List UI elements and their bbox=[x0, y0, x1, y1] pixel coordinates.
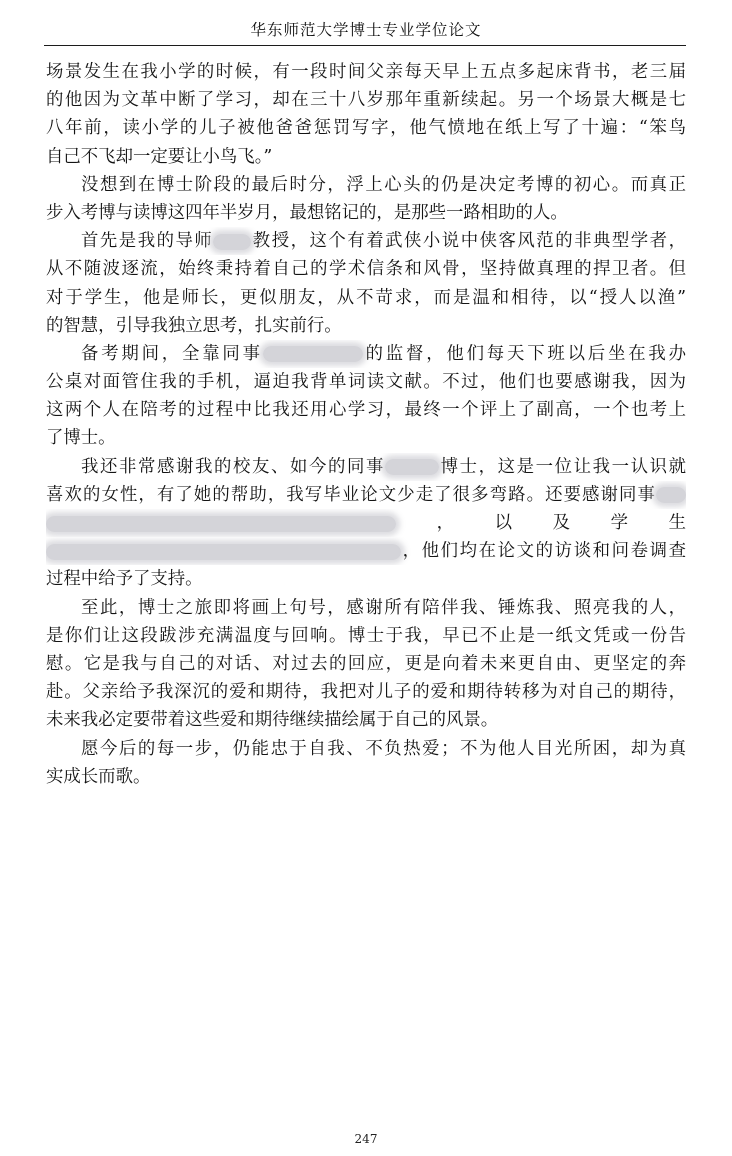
text-line: 至此，博士之旅即将画上句号，感谢所有陪伴我、锤炼我、照亮我的人， bbox=[81, 597, 686, 618]
redacted-name-blur bbox=[46, 516, 396, 532]
text-line: 是你们让这段跋涉充满温度与回响。博士于我，早已不止是一纸文凭或一份告 bbox=[46, 625, 686, 646]
text-line: 从不随波逐流，始终秉持着自己的学术信条和风骨，坚持做真理的捍卫者。但 bbox=[46, 259, 686, 280]
text-segment: ，他们均在论文的访谈和问卷调查 bbox=[401, 541, 686, 562]
text-line bbox=[46, 340, 686, 368]
text-line bbox=[46, 453, 686, 481]
redacted-name-blur bbox=[656, 487, 686, 503]
text-line: 未来我必定要带着这些爱和期待继续描绘属于自己的风景。 bbox=[46, 710, 499, 731]
paragraph bbox=[46, 58, 686, 171]
text-segment: 我还非常感谢我的校友、如今的同事 bbox=[81, 456, 385, 477]
paragraph bbox=[46, 227, 686, 340]
text-segment: 备考期间，全靠同事 bbox=[81, 343, 263, 364]
text-line: 实成长而歌。 bbox=[46, 766, 151, 787]
text-line bbox=[46, 509, 686, 537]
text-line bbox=[46, 227, 686, 255]
text-line: 愿今后的每一步，仍能忠于自我、不负热爱；不为他人目光所困，却为真 bbox=[81, 738, 686, 759]
text-line bbox=[46, 537, 686, 565]
text-line: 的他因为文革中断了学习，却在三十八岁那年重新续起。另一个场景大概是七 bbox=[46, 90, 686, 111]
paragraph bbox=[46, 340, 686, 453]
paragraph bbox=[46, 594, 686, 735]
text-line: 对于学生，他是师长，更似朋友，从不苛求，而是温和相待，以“授人以渔” bbox=[46, 287, 686, 308]
page-number: 247 bbox=[354, 1132, 378, 1146]
text-line: 慰。它是我与自己的对话、对过去的回应，更是向着未来更自由、更坚定的奔 bbox=[46, 653, 686, 674]
redacted-name-blur bbox=[385, 459, 439, 475]
redacted-name-blur bbox=[213, 234, 251, 250]
thesis-body bbox=[46, 58, 686, 791]
header-rule bbox=[44, 45, 686, 46]
text-segment: 博士，这是一位让我一认识就 bbox=[438, 456, 686, 477]
redacted-name-blur bbox=[46, 544, 401, 560]
paragraph bbox=[46, 171, 686, 227]
text-line: 自己不飞却一定要让小鸟飞。” bbox=[46, 146, 273, 167]
text-line: 的智慧，引导我独立思考，扎实前行。 bbox=[46, 315, 342, 336]
text-line: 没想到在博士阶段的最后时分，浮上心头的仍是决定考博的初心。而真正 bbox=[81, 174, 686, 195]
text-line: 了博士。 bbox=[46, 428, 116, 449]
text-line: 场景发生在我小学的时候，有一段时间父亲每天早上五点多起床背书，老三届 bbox=[46, 62, 686, 82]
text-line: 过程中给予了支持。 bbox=[46, 569, 203, 590]
paragraph bbox=[46, 735, 686, 791]
text-line: 八年前，读小学的儿子被他爸爸惩罚写字，他气愤地在纸上写了十遍：“笨鸟 bbox=[46, 118, 686, 139]
text-line bbox=[46, 481, 686, 509]
text-segment: 的监督，他们每天下班以后坐在我办 bbox=[362, 343, 686, 364]
text-segment: 喜欢的女性，有了她的帮助，我写毕业论文少走了很多弯路。还要感谢同事 bbox=[46, 484, 656, 505]
text-line: 这两个人在陪考的过程中比我还用心学习，最终一个评上了副高，一个也考上 bbox=[46, 400, 686, 421]
page-header: 华东师范大学博士专业学位论文 bbox=[250, 21, 482, 39]
text-line: 步入考博与读博这四年半岁月，最想铭记的，是那些一路相助的人。 bbox=[46, 202, 568, 223]
text-segment: 教授，这个有着武侠小说中侠客风范的非典型学者， bbox=[251, 231, 686, 252]
redacted-name-blur bbox=[263, 346, 363, 362]
text-line: 公桌对面管住我的手机，逼迫我背单词读文献。不过，他们也要感谢我，因为 bbox=[46, 372, 686, 393]
text-segment: 首先是我的导师 bbox=[81, 231, 214, 252]
paragraph bbox=[46, 453, 686, 594]
text-line: 赴。父亲给予我深沉的爱和期待，我把对儿子的爱和期待转移为对自己的期待， bbox=[46, 682, 686, 703]
text-segment: ，以及学生 bbox=[396, 513, 686, 533]
